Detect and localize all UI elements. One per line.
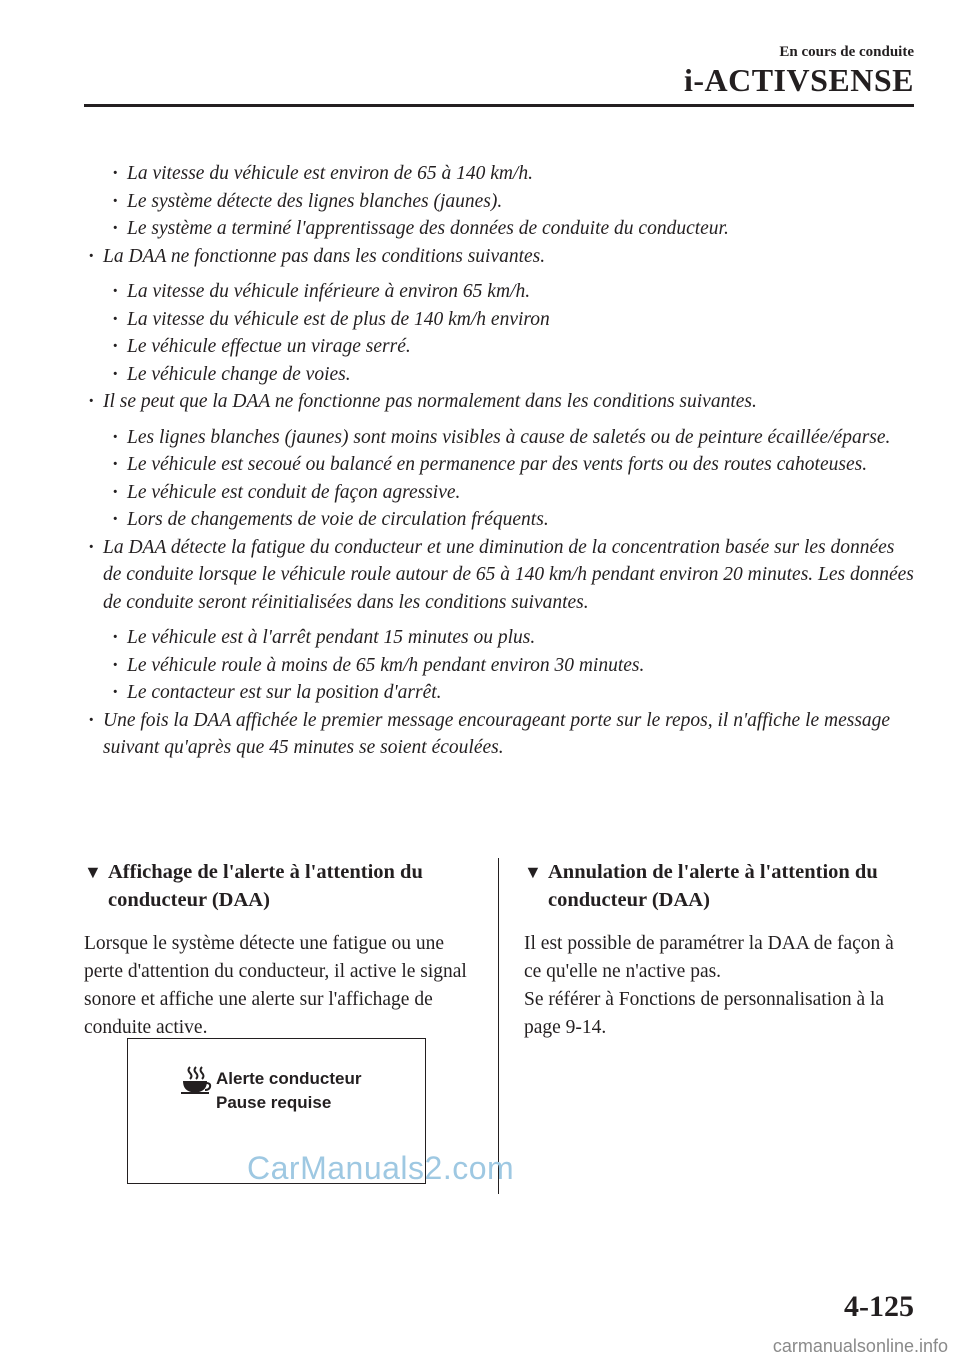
page-number: 4-125 [844, 1290, 914, 1323]
list-item: · Le système détecte des lignes blanches (jaunes). [108, 188, 914, 216]
column-divider [498, 858, 499, 1194]
triangle-marker-icon: ▼ [524, 862, 542, 882]
header-title: i-ACTIVSENSE [683, 62, 914, 98]
coffee-cup-icon [180, 1065, 212, 1095]
list-item: · Le véhicule change de voies. [108, 361, 914, 389]
left-section [84, 858, 474, 1042]
list-item: · Les lignes blanches (jaunes) sont moins visibles à cause de saletés ou de peinture écaillée/éparse. [108, 424, 914, 452]
display-line-2: Pause requise [216, 1093, 332, 1112]
section-body-reference: Se référer à Fonctions de personnalisation à la page 9-14. [524, 989, 885, 1038]
section-body: Lorsque le système détecte une fatigue ou une perte d'attention du conducteur, il active le signal sonore et affiche une alerte sur l'affichage de conduite active. [84, 933, 467, 1038]
list-item: · La vitesse du véhicule est de plus de 140 km/h environ [108, 306, 914, 334]
section-body: Il est possible de paramétrer la DAA de façon à ce qu'elle ne n'active pas. [524, 933, 894, 982]
list-item: · Une fois la DAA affichée le premier message encourageant porte sur le repos, il n'affiche le message suivant qu'après que 45 minutes se soient écoulées. [84, 707, 914, 762]
list-item: · Le véhicule est conduit de façon agressive. [108, 479, 914, 507]
watermark: CarManuals2.com [247, 1150, 515, 1186]
display-line-1: Alerte conducteur [216, 1069, 362, 1088]
list-item: · Il se peut que la DAA ne fonctionne pas normalement dans les conditions suivantes. [84, 388, 914, 416]
list-item: · Le véhicule effectue un virage serré. [108, 333, 914, 361]
section-heading-text: Affichage de l'alerte à l'attention du conducteur (DAA) [108, 861, 423, 911]
list-item: · Le véhicule roule à moins de 65 km/h pendant environ 30 minutes. [108, 652, 914, 680]
list-item: · La vitesse du véhicule inférieure à environ 65 km/h. [108, 278, 914, 306]
section-heading [524, 858, 914, 914]
list-item: · La vitesse du véhicule est environ de 65 à 140 km/h. [108, 160, 914, 188]
section-heading-text: Annulation de l'alerte à l'attention du conducteur (DAA) [548, 861, 878, 911]
header-rule [84, 104, 914, 107]
right-section [524, 858, 914, 1042]
list-item: · Lors de changements de voie de circulation fréquents. [108, 506, 914, 534]
footer-url: carmanualsonline.info [772, 1336, 948, 1356]
list-item: · La DAA détecte la fatigue du conducteur et une diminution de la concentration basée sur les données de conduite lorsque le véhicule roule autour de 65 à 140 km/h pendant environ 20 minutes. Les données de conduite seront réinitialisées dans les conditions suivantes. [84, 534, 914, 617]
list-item: · La DAA ne fonctionne pas dans les conditions suivantes. [84, 243, 914, 271]
list-item: · Le système a terminé l'apprentissage des données de conduite du conducteur. [108, 215, 914, 243]
triangle-marker-icon: ▼ [84, 862, 102, 882]
header-section-label: En cours de conduite [779, 44, 914, 60]
list-item: · Le contacteur est sur la position d'arrêt. [108, 679, 914, 707]
list-item: · Le véhicule est à l'arrêt pendant 15 minutes ou plus. [108, 624, 914, 652]
list-item: · Le véhicule est secoué ou balancé en permanence par des vents forts ou des routes cahoteuses. [108, 451, 914, 479]
section-heading [84, 858, 474, 914]
bullet-list [84, 160, 914, 762]
